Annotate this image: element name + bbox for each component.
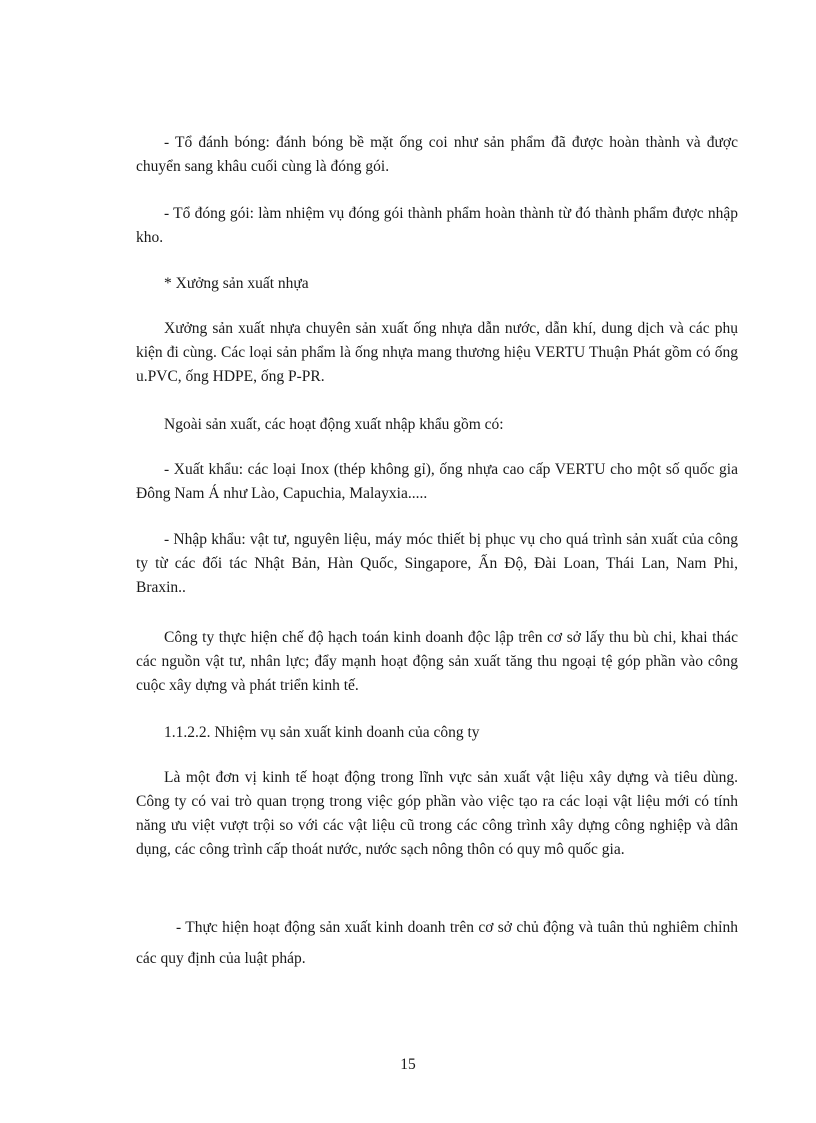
paragraph-import: - Nhập khẩu: vật tư, nguyên liệu, máy móc thiết bị phục vụ cho quá trình sản xuất của công ty từ các đối tác Nhật Bản, Hàn Quốc, Singapore, Ấn Độ, Đài Loan, Thái Lan, Nam Phi, Braxin.. [136, 531, 738, 596]
page-number: 15 [400, 1056, 416, 1073]
paragraph-accounting: Công ty thực hiện chế độ hạch toán kinh doanh độc lập trên cơ sở lấy thu bù chi, khai thác các nguồn vật tư, nhân lực; đẩy mạnh hoạt động sản xuất tăng thu ngoại tệ góp phần vào công cuộc xây dựng và phát triển kinh tế. [136, 629, 738, 694]
heading-plastic-workshop: * Xưởng sản xuất nhựa [164, 275, 309, 292]
paragraph-legal-compliance: - Thực hiện hoạt động sản xuất kinh doanh trên cơ sở chủ động và tuân thủ nghiêm chỉnh các quy định của luật pháp. [136, 919, 738, 967]
paragraph-import-export-intro: Ngoài sản xuất, các hoạt động xuất nhập khẩu gồm có: [164, 416, 504, 433]
paragraph-plastic-workshop: Xưởng sản xuất nhựa chuyên sản xuất ống nhựa dẫn nước, dẫn khí, dung dịch và các phụ kiện đi cùng. Các loại sản phẩm là ống nhựa mang thương hiệu VERTU Thuận Phát gồm có ống u.PVC, ống HDPE, ống P-PR. [136, 320, 738, 385]
paragraph-packaging-team: - Tổ đóng gói: làm nhiệm vụ đóng gói thành phẩm hoàn thành từ đó thành phẩm được nhập kho. [136, 205, 738, 246]
section-heading-1-1-2-2: 1.1.2.2. Nhiệm vụ sản xuất kinh doanh của công ty [164, 724, 480, 741]
paragraph-polishing-team: - Tổ đánh bóng: đánh bóng bề mặt ống coi như sản phẩm đã được hoàn thành và được chuyển sang khâu cuối cùng là đóng gói. [136, 134, 738, 175]
paragraph-company-role: Là một đơn vị kinh tế hoạt động trong lĩnh vực sản xuất vật liệu xây dựng và tiêu dùng. Công ty có vai trò quan trọng trong việc góp phần vào việc tạo ra các loại vật liệu mới có tính năng ưu việt vượt trội so với các vật liệu cũ trong các công trình xây dựng công nghiệp và dân dụng, các công trình cấp thoát nước, nước sạch nông thôn có quy mô quốc gia. [136, 769, 738, 858]
paragraph-export: - Xuất khẩu: các loại Inox (thép không gỉ), ống nhựa cao cấp VERTU cho một số quốc gia Đông Nam Á như Lào, Capuchia, Malayxia..... [136, 461, 738, 502]
